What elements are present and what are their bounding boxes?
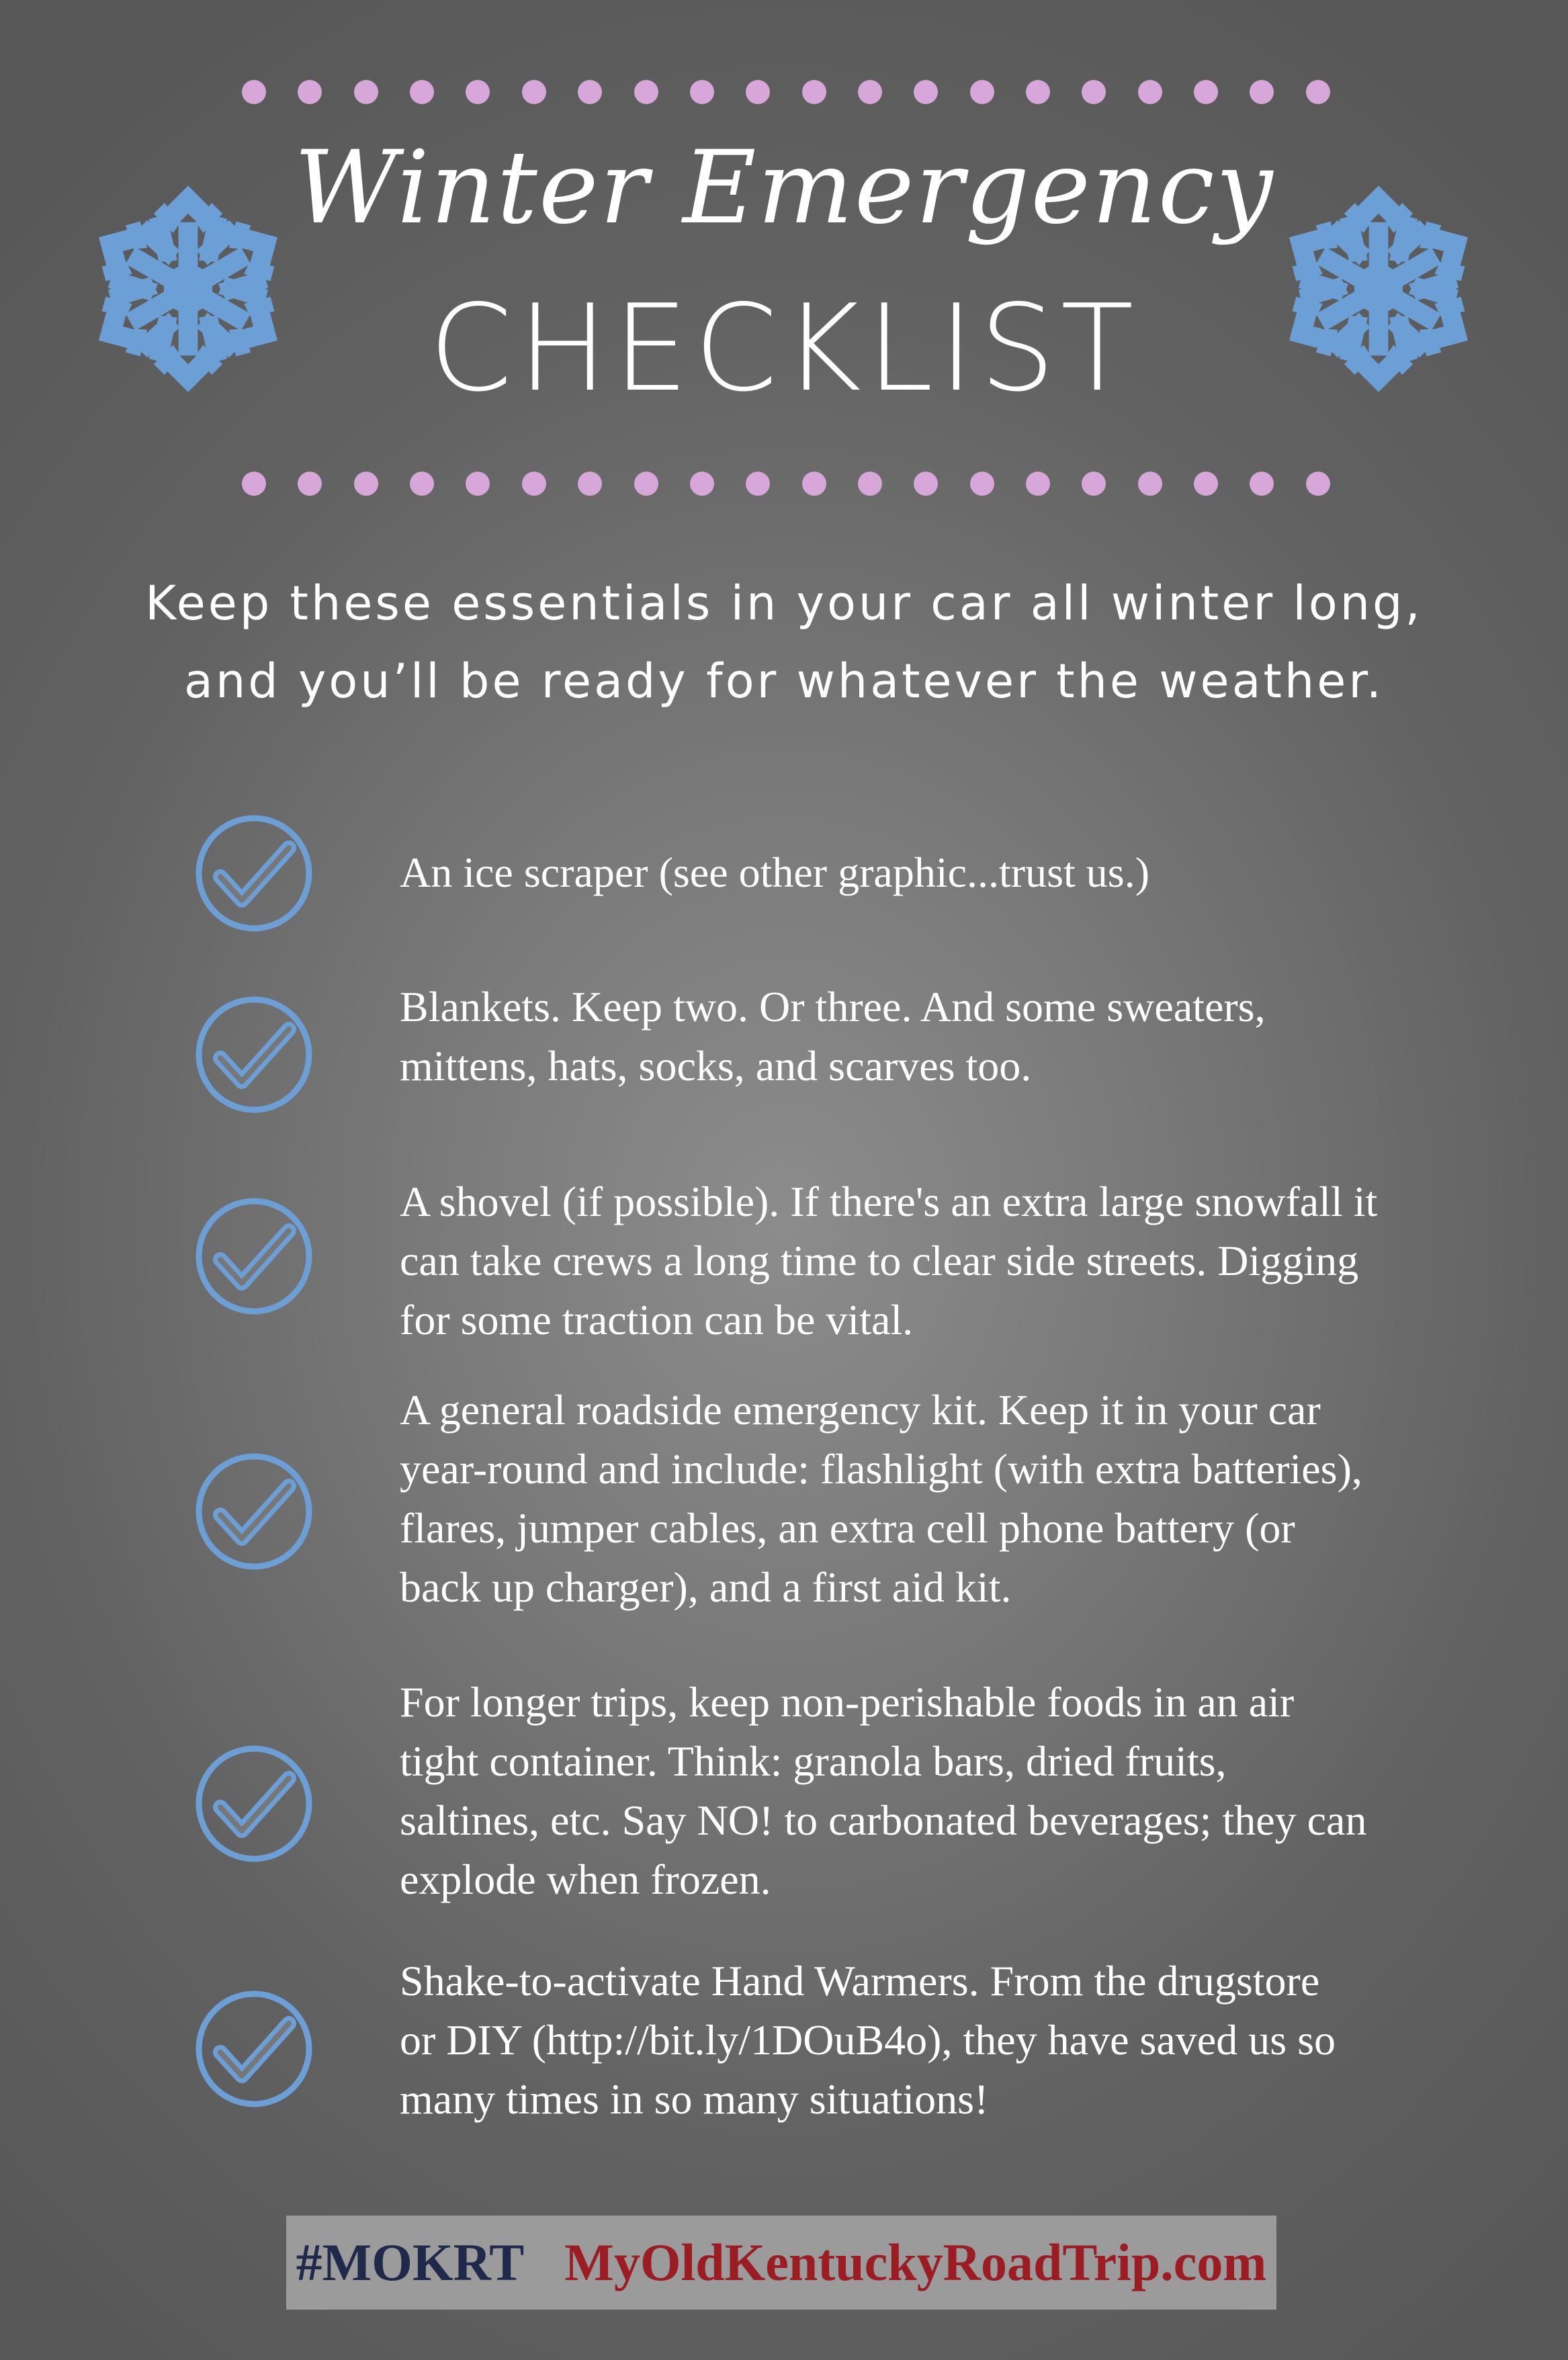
title-script: Winter Emergency: [294, 130, 1274, 247]
divider-dot: [1026, 80, 1050, 104]
item-line: many times in so many situations!: [400, 2075, 989, 2123]
website-link[interactable]: MyOldKentuckyRoadTrip.com: [564, 2233, 1267, 2291]
divider-dot: [970, 472, 994, 496]
item-line: tight container. Think: granola bars, dried fruits,: [400, 1737, 1227, 1785]
divider-dot: [354, 472, 378, 496]
divider-dot: [1138, 472, 1162, 496]
item-line: or DIY (http://bit.ly/1DOuB4o), they have saved us so: [400, 2016, 1336, 2064]
divider-dot: [1194, 472, 1218, 496]
intro-line: and you’ll be ready for whatever the weather.: [184, 654, 1384, 709]
divider-dot: [578, 472, 602, 496]
divider-dot: [914, 472, 938, 496]
checklist-item-text: [400, 843, 1528, 902]
divider-dot: [522, 472, 546, 496]
check-circle-icon: [193, 1988, 314, 2109]
divider-dot: [298, 80, 322, 104]
item-line: explode when frozen.: [400, 1855, 771, 1903]
divider-dot: [466, 80, 490, 104]
divider-dot: [1082, 80, 1106, 104]
checklist-item-text: [400, 1172, 1528, 1350]
checklist-item-text: [400, 977, 1528, 1096]
intro-line: Keep these essentials in your car all winter long,: [145, 576, 1423, 631]
page-title: CHECKLIST: [429, 279, 1139, 418]
divider-dot: [522, 80, 546, 104]
item-line: back up charger), and a first aid kit.: [400, 1563, 1012, 1611]
item-line: saltines, etc. Say NO! to carbonated beverages; they can: [400, 1796, 1367, 1844]
item-line: For longer trips, keep non-perishable foods in an air: [400, 1678, 1295, 1726]
divider-dot: [1138, 80, 1162, 104]
divider-dot: [970, 80, 994, 104]
divider-dot: [1250, 472, 1274, 496]
divider-dot: [410, 80, 434, 104]
divider-dot: [1250, 80, 1274, 104]
divider-dot: [298, 472, 322, 496]
divider-dot: [802, 472, 826, 496]
item-line: Blankets. Keep two. Or three. And some sweaters,: [400, 983, 1266, 1031]
item-line: An ice scraper (see other graphic...trust us.): [400, 848, 1149, 896]
divider-dot: [634, 472, 658, 496]
item-line: flares, jumper cables, an extra cell phone battery (or: [400, 1504, 1295, 1552]
footer-banner: [286, 2216, 1276, 2310]
divider-dot: [914, 80, 938, 104]
item-line: year-round and include: flashlight (with extra batteries),: [400, 1445, 1362, 1493]
divider-dot: [242, 80, 266, 104]
divider-dot: [354, 80, 378, 104]
divider-dot: [1194, 80, 1218, 104]
divider-dot: [1306, 472, 1330, 496]
check-circle-icon: [193, 1196, 314, 1317]
divider-dot: [690, 472, 714, 496]
item-line: mittens, hats, socks, and scarves too.: [400, 1042, 1032, 1090]
divider-dot: [746, 472, 770, 496]
bottom-dot-divider: [242, 470, 1330, 497]
item-line: A shovel (if possible). If there's an extra large snowfall it: [400, 1178, 1378, 1225]
item-line: can take crews a long time to clear side streets. Digging: [400, 1237, 1359, 1284]
divider-dot: [858, 472, 882, 496]
divider-dot: [690, 80, 714, 104]
check-circle-icon: [193, 1451, 314, 1572]
divider-dot: [242, 472, 266, 496]
divider-dot: [858, 80, 882, 104]
checklist-item-text: [400, 1381, 1528, 1617]
checklist-item-text: [400, 1673, 1528, 1909]
check-circle-icon: [193, 813, 314, 934]
item-line: A general roadside emergency kit. Keep it in your car: [400, 1386, 1321, 1434]
item-line: for some traction can be vital.: [400, 1296, 914, 1344]
divider-dot: [746, 80, 770, 104]
divider-dot: [1306, 80, 1330, 104]
divider-dot: [1082, 472, 1106, 496]
item-line: Shake-to-activate Hand Warmers. From the drugstore: [400, 1957, 1320, 2005]
divider-dot: [1026, 472, 1050, 496]
intro-text: [54, 564, 1514, 720]
check-circle-icon: [193, 994, 314, 1115]
divider-dot: [466, 472, 490, 496]
divider-dot: [802, 80, 826, 104]
divider-dot: [410, 472, 434, 496]
divider-dot: [634, 80, 658, 104]
hashtag: #MOKRT: [296, 2233, 525, 2291]
checklist-item-text: [400, 1952, 1528, 2129]
top-dot-divider: [242, 79, 1330, 105]
check-circle-icon: [193, 1743, 314, 1864]
divider-dot: [578, 80, 602, 104]
